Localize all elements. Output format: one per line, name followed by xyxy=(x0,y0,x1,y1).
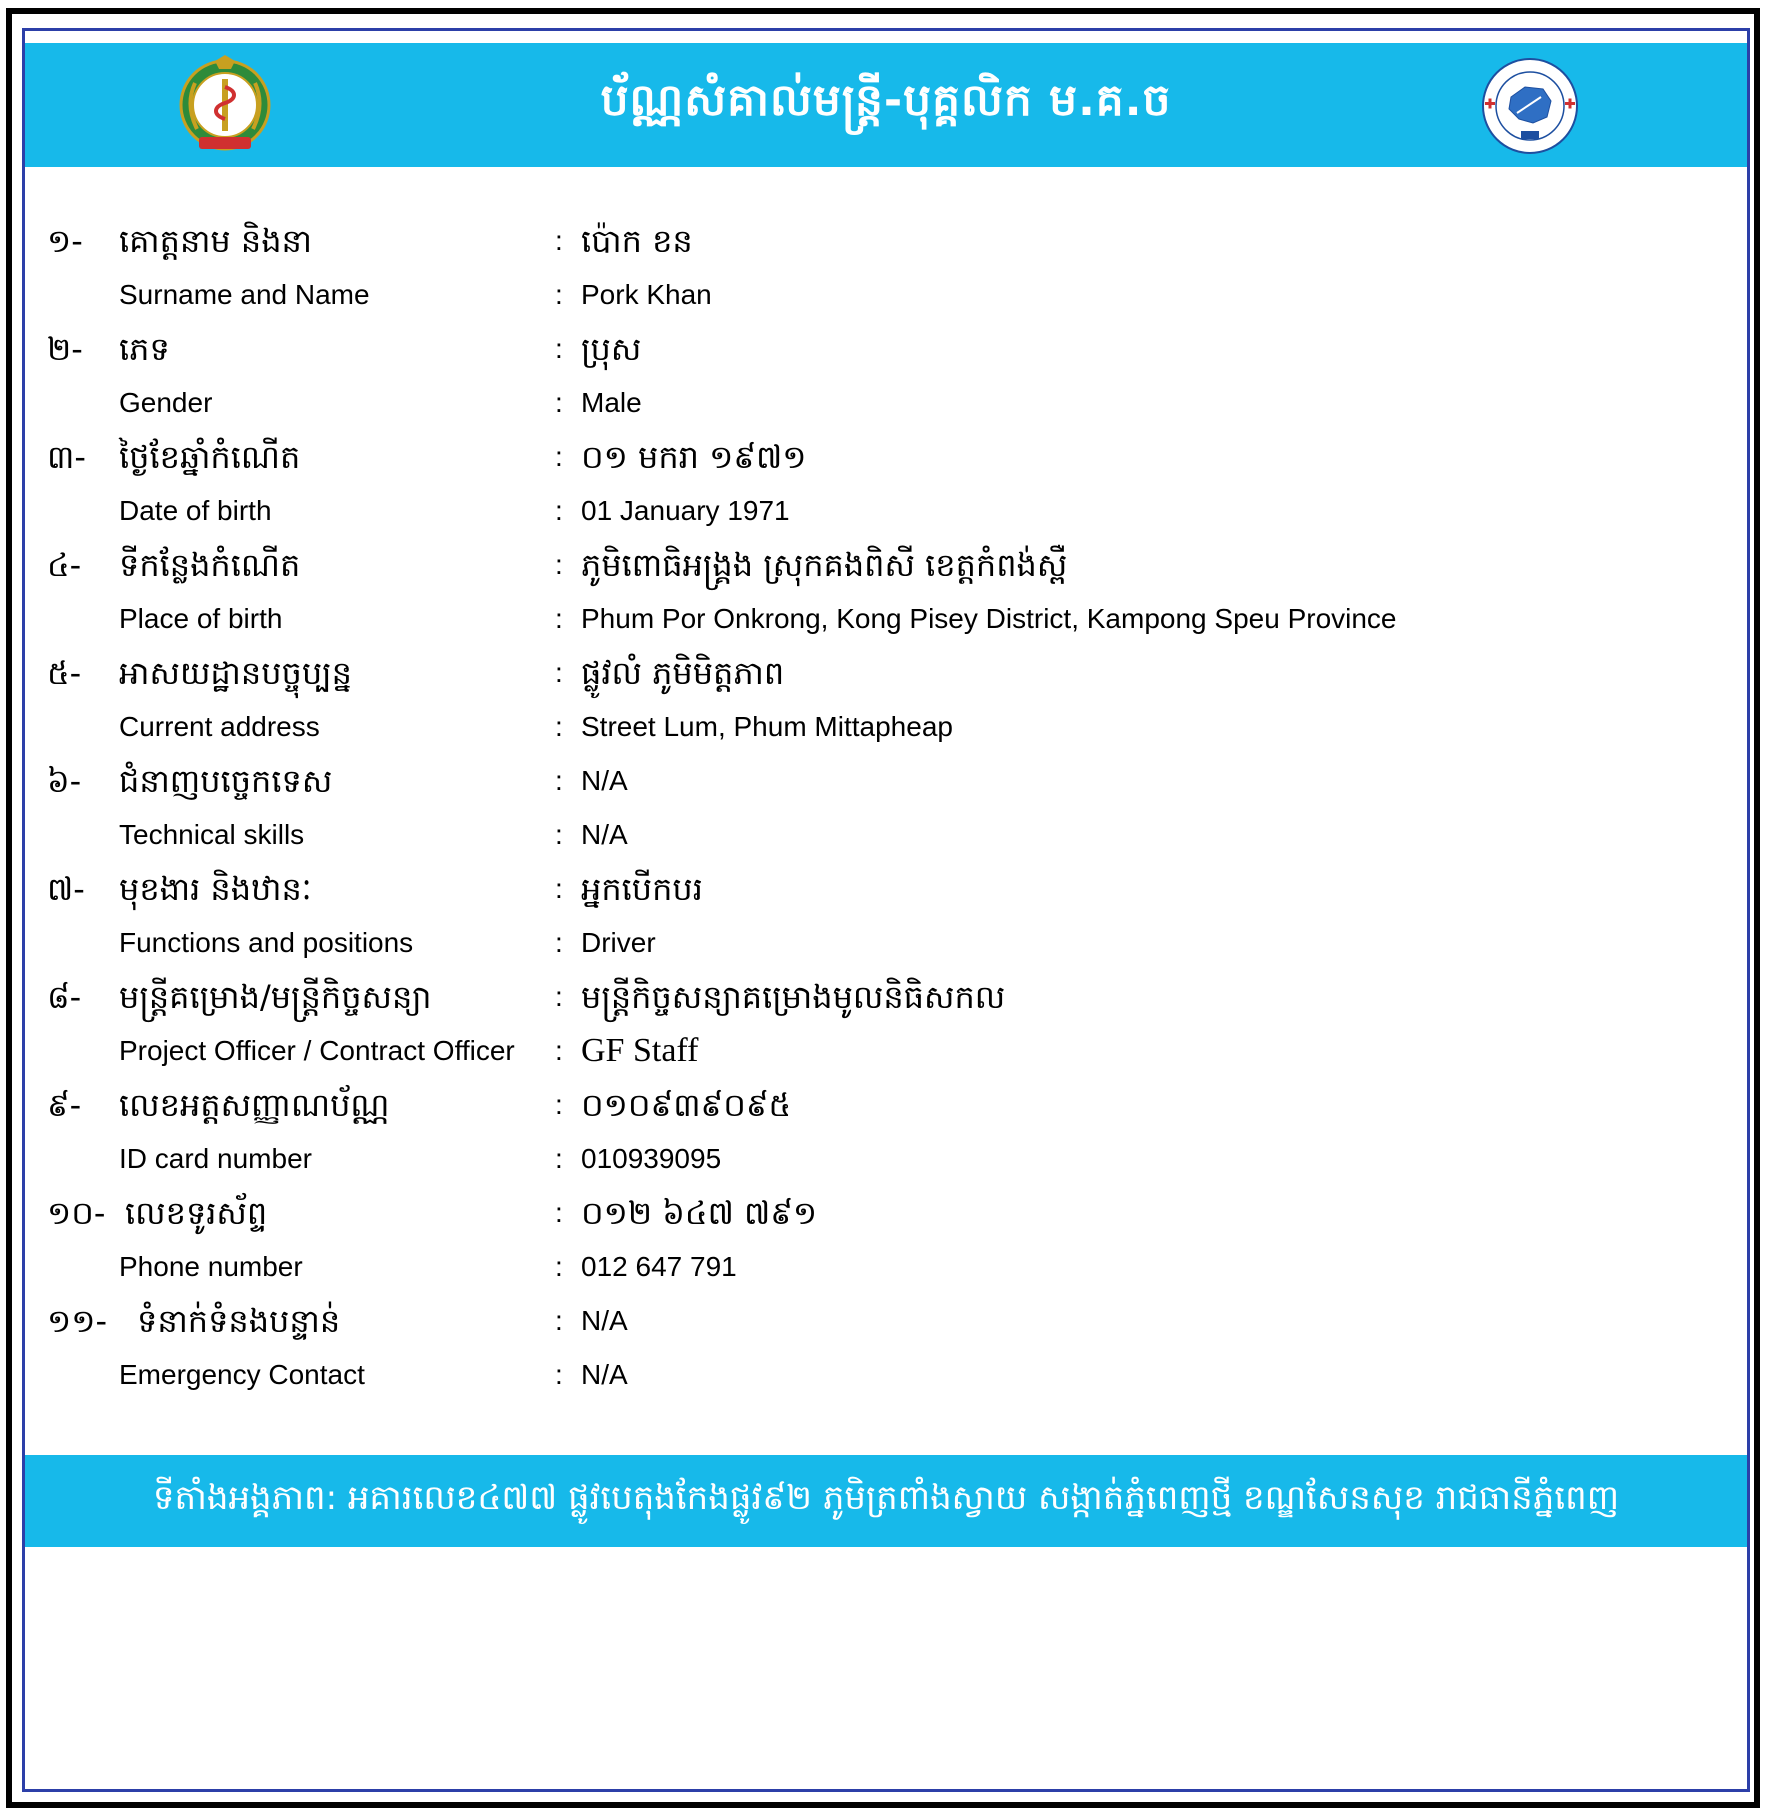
field-label-km: មន្ត្រីគម្រោង/មន្ត្រីកិច្ចសន្យា xyxy=(119,978,432,1016)
field-number: ៣- xyxy=(47,438,86,476)
field-colon: : xyxy=(555,1305,563,1336)
field-value-en: N/A xyxy=(581,819,628,850)
field-row-km xyxy=(25,1186,1747,1240)
field-colon: : xyxy=(555,1035,563,1066)
field-label-en: Current address xyxy=(119,711,320,742)
field-label-en: Project Officer / Contract Officer xyxy=(119,1035,515,1066)
field-colon: : xyxy=(555,1197,563,1228)
field-label-km: ទីកន្លែងកំណើត xyxy=(119,546,301,584)
field-value-en: 012 647 791 xyxy=(581,1251,737,1282)
field-row-en xyxy=(25,1024,1747,1078)
field-value-km: ផ្លូវលំ ភូមិមិត្តភាព xyxy=(581,654,785,692)
card-outer-border xyxy=(6,8,1760,1808)
field-colon: : xyxy=(555,711,563,742)
field-colon: : xyxy=(555,279,563,310)
field-label-km: លេខអត្តសញ្ញាណប័ណ្ណ xyxy=(119,1086,390,1124)
field-colon: : xyxy=(555,765,563,796)
field-row-km xyxy=(25,754,1747,808)
field-number: ១០- xyxy=(47,1194,106,1232)
field-row-en xyxy=(25,268,1747,322)
field-value-en: 01 January 1971 xyxy=(581,495,790,526)
field-colon: : xyxy=(555,1089,563,1120)
footer-banner xyxy=(25,1455,1747,1547)
field-value-en: Street Lum, Phum Mittapheap xyxy=(581,711,953,742)
field-row-en xyxy=(25,808,1747,862)
field-row-km xyxy=(25,1078,1747,1132)
field-value-km: ប៉ោក ខន xyxy=(581,222,693,260)
field-label-en: ID card number xyxy=(119,1143,312,1174)
field-label-km: លេខទូរស័ព្ទ xyxy=(125,1194,268,1232)
field-value-en: 010939095 xyxy=(581,1143,722,1174)
field-row-en xyxy=(25,376,1747,430)
field-label-km: ភេទ xyxy=(119,330,170,368)
field-value-en: Phum Por Onkrong, Kong Pisey District, Kampong Speu Province xyxy=(581,603,1397,634)
field-number: ៩- xyxy=(47,1086,82,1124)
field-colon: : xyxy=(555,225,563,256)
field-value-en: Male xyxy=(581,387,642,418)
field-colon: : xyxy=(555,657,563,688)
field-colon: : xyxy=(555,495,563,526)
field-row-en xyxy=(25,1132,1747,1186)
field-label-en: Place of birth xyxy=(119,603,283,634)
field-label-km: អាសយដ្ឋានបច្ចុប្បន្ន xyxy=(119,654,352,692)
field-value-km: ០១០៩៣៩០៩៥ xyxy=(581,1086,792,1124)
field-label-en: Gender xyxy=(119,387,213,418)
field-number: ៥- xyxy=(47,654,82,692)
field-number: ២- xyxy=(47,330,83,368)
field-row-en xyxy=(25,592,1747,646)
field-row-en xyxy=(25,484,1747,538)
card-inner-border xyxy=(22,28,1750,1792)
field-label-km: ជំនាញបច្ចេកទេស xyxy=(119,762,333,800)
field-value-km: អ្នកបើកបរ xyxy=(581,870,703,908)
field-value-en: Driver xyxy=(581,927,656,958)
field-row-km xyxy=(25,322,1747,376)
field-row-en xyxy=(25,1240,1747,1294)
field-colon: : xyxy=(555,603,563,634)
field-value-km: មន្ត្រីកិច្ចសន្យាគម្រោងមូលនិធិសកល xyxy=(581,978,1006,1016)
field-value-en: N/A xyxy=(581,1359,628,1390)
field-colon: : xyxy=(555,333,563,364)
field-label-en: Date of birth xyxy=(119,495,272,526)
field-value-km: ភូមិពោធិអង្រ្គង ស្រុកគងពិសី ខេត្តកំពង់ស្ពឺ xyxy=(581,546,1068,584)
field-label-km: គោត្តនាម និងនា xyxy=(119,222,312,260)
field-label-en: Emergency Contact xyxy=(119,1359,365,1390)
page-title: ប័ណ្ណសំគាល់មន្ត្រី-បុគ្គលិក ម.គ.ច xyxy=(600,75,1172,126)
field-colon: : xyxy=(555,819,563,850)
field-number: ៨- xyxy=(47,978,82,1016)
field-row-km xyxy=(25,214,1747,268)
footer-address: ទីតាំងអង្គភាព: អគារលេខ៤៧៧ ផ្លូវបេតុងកែងផ្លូវ៩២ ភូមិត្រពាំងស្វាយ សង្កាត់ភ្នំពេញថ្មី ខណ្ឌសែនសុខ រាជធានីភ្នំពេញ xyxy=(152,1478,1620,1518)
field-value-km: ០១ មករា ១៩៧១ xyxy=(581,438,807,476)
field-row-km xyxy=(25,430,1747,484)
field-colon: : xyxy=(555,1143,563,1174)
field-row-en xyxy=(25,1348,1747,1402)
field-label-km: ថ្ងៃខែឆ្នាំកំណើត xyxy=(119,438,301,476)
field-colon: : xyxy=(555,873,563,904)
field-value-km: N/A xyxy=(581,765,628,796)
field-label-en: Surname and Name xyxy=(119,279,370,310)
field-label-km: មុខងារ និងឋានៈ xyxy=(119,870,312,908)
field-colon: : xyxy=(555,927,563,958)
field-colon: : xyxy=(555,387,563,418)
field-value-en: GF Staff xyxy=(581,1032,699,1069)
field-colon: : xyxy=(555,441,563,472)
field-row-km xyxy=(25,862,1747,916)
field-value-km: ប្រុស xyxy=(581,330,642,368)
field-number: ៤- xyxy=(47,546,82,584)
field-value-en: Pork Khan xyxy=(581,279,712,310)
field-label-km: ទំនាក់ទំនងបន្ទាន់ xyxy=(137,1302,341,1340)
field-row-en xyxy=(25,916,1747,970)
field-colon: : xyxy=(555,1251,563,1282)
field-value-km: ០១២ ៦៤៧ ៧៩១ xyxy=(581,1194,818,1232)
field-number: ១- xyxy=(47,222,83,260)
field-colon: : xyxy=(555,981,563,1012)
field-label-en: Technical skills xyxy=(119,819,305,850)
field-value-km: N/A xyxy=(581,1305,628,1336)
field-label-en: Functions and positions xyxy=(119,927,414,958)
field-colon: : xyxy=(555,1359,563,1390)
field-row-en xyxy=(25,700,1747,754)
field-number: ១១- xyxy=(47,1302,107,1340)
field-colon: : xyxy=(555,549,563,580)
field-label-en: Phone number xyxy=(119,1251,303,1282)
field-row-km xyxy=(25,646,1747,700)
field-number: ៦- xyxy=(47,762,82,800)
field-row-km xyxy=(25,538,1747,592)
field-row-km xyxy=(25,1294,1747,1348)
field-row-km xyxy=(25,970,1747,1024)
field-number: ៧- xyxy=(47,870,85,908)
